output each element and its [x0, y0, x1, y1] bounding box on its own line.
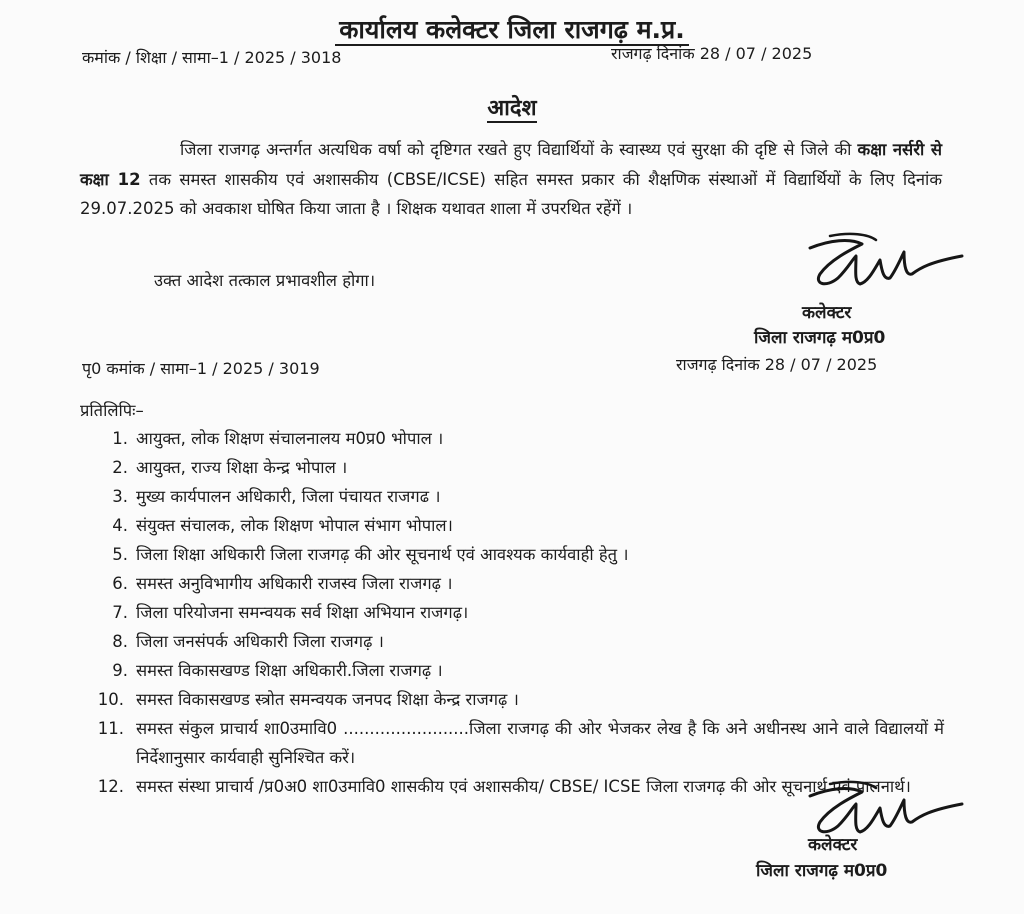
list-item: 8. जिला जनसंपर्क अधिकारी जिला राजगढ़ । — [112, 632, 384, 651]
endorsement-number: पृ0 कमांक / सामा–1 / 2025 / 3019 — [82, 359, 320, 378]
list-item: 2. आयुक्त, राज्य शिक्षा केन्द्र भोपाल । — [112, 458, 348, 477]
list-item: 4. संयुक्त संचालक, लोक शिक्षण भोपाल संभाग भोपाल। — [112, 516, 453, 535]
office-title: कार्यालय कलेक्टर जिला राजगढ़ म.प्र. — [0, 12, 1024, 46]
list-item: 9. समस्त विकासखण्ड शिक्षा अधिकारी.जिला राजगढ़ । — [112, 661, 443, 680]
list-item: 1. आयुक्त, लोक शिक्षण संचालनालय म0प्र0 भोपाल । — [112, 429, 444, 448]
copy-heading: प्रतिलिपिः– — [80, 401, 144, 420]
list-item: 3. मुख्य कार्यपालन अधिकारी, जिला पंचायत राजगढ । — [112, 487, 441, 506]
list-item: 5. जिला शिक्षा अधिकारी जिला राजगढ़ की ओर सूचनार्थ एवं आवश्यक कार्यवाही हेतु । — [112, 545, 629, 564]
order-paragraph: जिला राजगढ़ अन्तर्गत अत्यधिक वर्षा को दृष्टिगत रखते हुए विद्यार्थियों के स्वास्थ्य एवं सुरक्षा की दृष्टि से जिले की कक्षा नर्सरी से कक्षा 12 तक समस्त शासकीय एवं अशासकीय (CBSE/ICSE) सहित समस्त प्रकार की शैक्षणिक संस्थाओं में विद्यार्थियों के लिए दिनांक 29.07.2025 को अवकाश घोषित किया जाता है । शिक्षक यथावत शाला में उपरथित रहेंगें । — [80, 140, 942, 218]
effective-statement: उक्त आदेश तत्काल प्रभावशील होगा। — [154, 271, 376, 290]
order-title: आदेश — [487, 96, 537, 121]
order-place-date: राजगढ़ दिनांक 28 / 07 / 2025 — [611, 44, 813, 63]
list-item: 10. समस्त विकासखण्ड स्त्रोत समन्वयक जनपद शिक्षा केन्द्र राजगढ़ । — [97, 690, 519, 709]
signatory2-office: जिला राजगढ़ म0प्र0 — [756, 861, 888, 881]
signatory2-designation: कलेक्टर — [808, 835, 858, 855]
list-item: 12. समस्त संस्था प्राचार्य /प्र0अ0 शा0उमावि0 शासकीय एवं अशासकीय/ CBSE/ ICSE जिला राजगढ़ की ओर सूचनार्थ एवं पालनार्थ। — [97, 777, 911, 796]
list-item: 11. समस्त संकुल प्राचार्य शा0उमावि0 ........................जिला राजगढ़ की ओर भेजकर लेख है कि अने अधीनस्थ आने वाले विद्यालयों में निर्देशानुसार कार्यवाही सुनिश्चित करें। — [97, 719, 944, 767]
list-item: 7. जिला परियोजना समन्वयक सर्व शिक्षा अभियान राजगढ़। — [112, 603, 469, 622]
list-item: 6. समस्त अनुविभागीय अधिकारी राजस्व जिला राजगढ़ । — [112, 574, 453, 593]
signatory1-office: जिला राजगढ़ म0प्र0 — [754, 328, 886, 348]
class-range: कक्षा नर्सरी से कक्षा 12 — [80, 140, 942, 189]
copy-list — [97, 424, 944, 801]
signatory1-designation: कलेक्टर — [802, 303, 852, 323]
endorsement-place-date: राजगढ़ दिनांक 28 / 07 / 2025 — [676, 355, 878, 374]
order-number: कमांक / शिक्षा / सामा–1 / 2025 / 3018 — [82, 48, 342, 67]
collector-signature — [790, 230, 970, 300]
